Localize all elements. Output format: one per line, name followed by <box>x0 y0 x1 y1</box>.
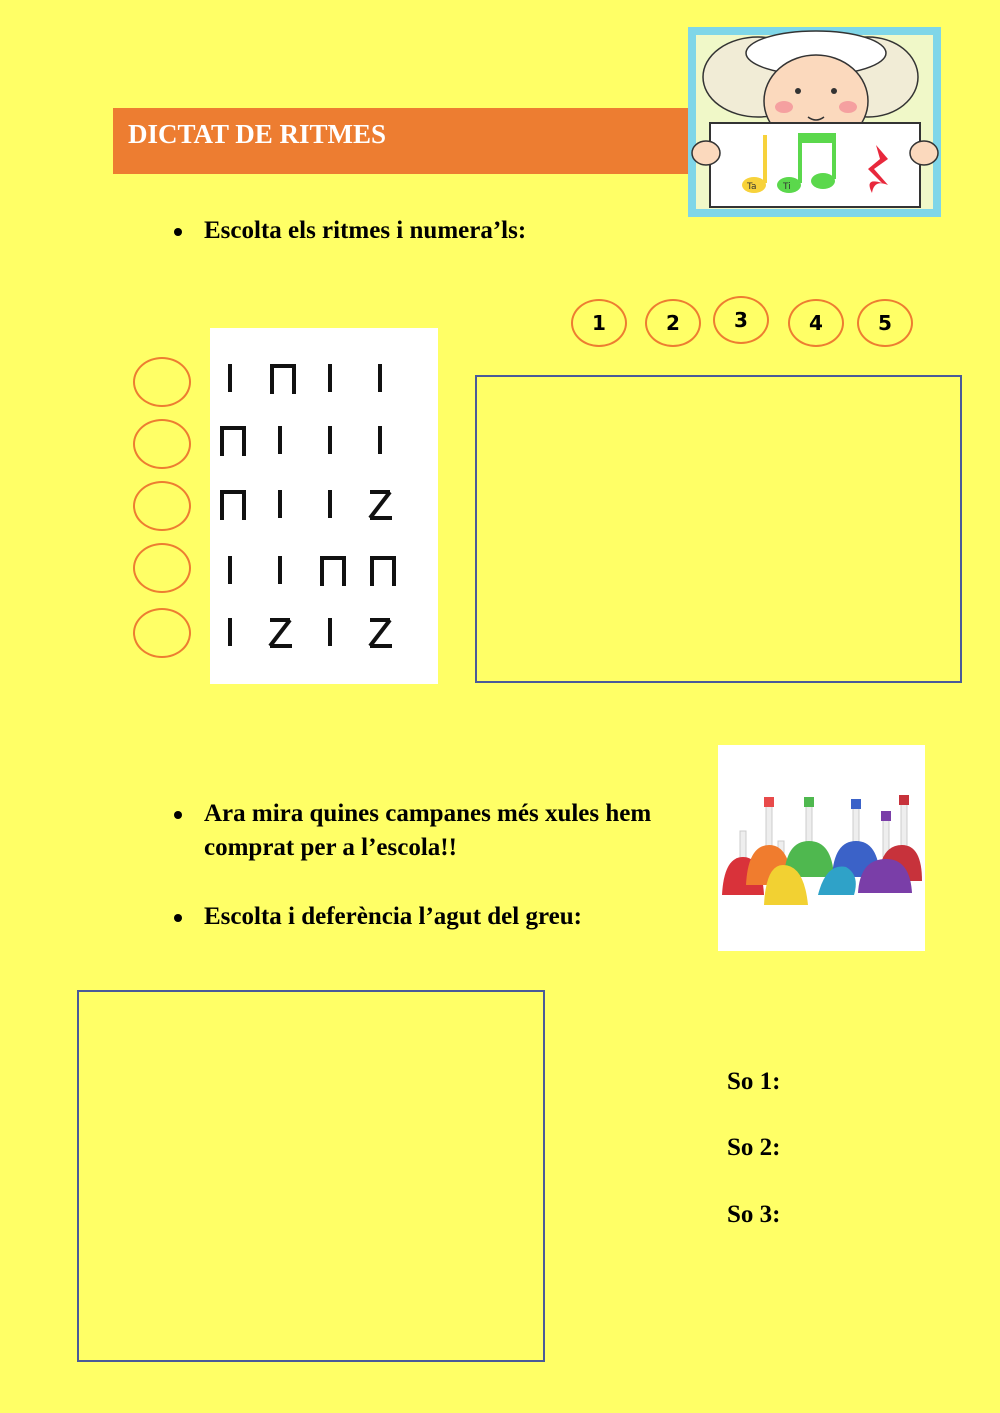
number-label: 3 <box>734 308 748 332</box>
ta-label: Ta <box>747 182 757 192</box>
ti-label: Ti <box>783 182 791 192</box>
rhythm-symbol-ti-ti <box>370 558 396 586</box>
answer-circle-2[interactable] <box>133 419 191 469</box>
instruction-bells <box>204 797 704 865</box>
number-label: 5 <box>878 311 892 335</box>
bells-text: Ara mira quines campanes més xules hem comprat per a l’escola!! <box>204 800 652 861</box>
number-label: 2 <box>666 311 680 335</box>
rhythm-symbol-rest <box>370 620 392 646</box>
sound-1-label: So 1: <box>727 1068 781 1095</box>
answer-circle-1[interactable] <box>133 357 191 407</box>
pitch-text: Escolta i deferència l’agut del greu: <box>204 903 582 930</box>
answer-circle-4[interactable] <box>133 543 191 593</box>
number-circle-5[interactable] <box>857 299 913 347</box>
page-title: DICTAT DE RITMES <box>128 119 387 149</box>
number-circle-2[interactable] <box>645 299 701 347</box>
number-circle-4[interactable] <box>788 299 844 347</box>
answer-circle-3[interactable] <box>133 481 191 531</box>
number-label: 1 <box>592 311 606 335</box>
composer-illustration <box>688 27 941 217</box>
number-circle-1[interactable] <box>571 299 627 347</box>
sound-2-label: So 2: <box>727 1134 781 1161</box>
rhythm-symbol-ti-ti <box>220 492 246 520</box>
title-banner <box>113 108 688 174</box>
rhythm-symbol-ti-ti <box>220 428 246 456</box>
number-label: 4 <box>809 311 823 335</box>
rhythm-symbol-rest <box>370 492 392 518</box>
rhythm-symbol-ti-ti <box>270 366 296 394</box>
bells-image <box>718 745 925 951</box>
sound-3-label: So 3: <box>727 1201 781 1228</box>
instruction-rhythms <box>204 214 526 248</box>
answer-box-rhythms[interactable] <box>475 375 962 683</box>
rhythm-symbol-rest <box>270 620 292 646</box>
number-circle-3[interactable] <box>713 296 769 344</box>
bullet-dot <box>174 811 182 819</box>
instruction-text: Escolta els ritmes i numera’ls: <box>204 217 527 244</box>
rhythm-notation <box>210 328 438 684</box>
answer-circle-5[interactable] <box>133 608 191 658</box>
rhythm-symbol-ti-ti <box>320 558 346 586</box>
bullet-dot <box>174 228 182 236</box>
bullet-dot <box>174 914 182 922</box>
answer-box-sounds[interactable] <box>77 990 545 1362</box>
rhythm-card <box>210 328 438 684</box>
instruction-pitch <box>204 900 582 934</box>
